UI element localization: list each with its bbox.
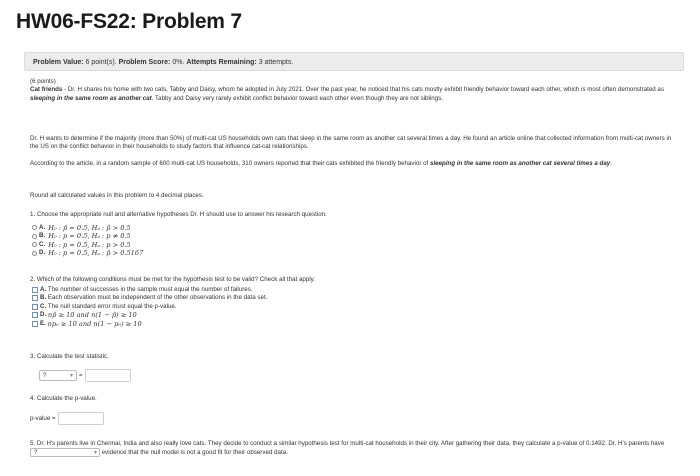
equals-sign: = <box>79 372 83 379</box>
q2-option-c[interactable] <box>32 303 680 312</box>
option-text: The number of successes in the sample must equal the number of failures. <box>47 285 253 293</box>
problem-paragraph-2: Dr. H wants to determine if the majority (more than 50%) of multi-cat US households own cats that sleep in the same room as another cat several times a day. He found an article online that collected information from multi-cat owners in the US on the conflict behavior in their households to study factors that influence cat-cat relationships. <box>30 135 672 151</box>
option-hypothesis: H₀ : p = 0.5, Hₐ : p̂ > 0.5167 <box>48 249 144 258</box>
intro-title: Cat friends <box>30 86 63 94</box>
checkbox[interactable] <box>32 312 38 318</box>
q4-prompt: 4. Calculate the p-value. <box>30 395 97 402</box>
q1-prompt: 1. Choose the appropriate null and alternative hypotheses Dr. H should use to answer his research question. <box>30 211 327 218</box>
radio-button[interactable] <box>32 225 37 230</box>
page-title: HW06-FS22: Problem 7 <box>16 10 242 33</box>
q5-text <box>30 440 680 458</box>
option-hypothesis: H₀ : p = 0.5, Hₐ : p > 0.5 <box>48 240 131 249</box>
intro-emphasis: sleeping in the same room as another cat <box>30 94 152 102</box>
radio-button[interactable] <box>32 234 37 239</box>
problem-score: 0%. <box>172 59 185 66</box>
option-hypothesis: H₀ : p = 0.5, Hₐ : p ≠ 0.5 <box>48 232 131 241</box>
q2-prompt: 2. Which of the following conditions must be met for the hypothesis test to be valid? Check all that apply. <box>30 276 316 283</box>
radio-button[interactable] <box>32 251 37 256</box>
option-letter: A. <box>39 223 46 231</box>
option-letter: A. <box>40 285 47 293</box>
test-statistic-input[interactable] <box>85 369 131 382</box>
option-letter: C. <box>39 240 46 248</box>
q1-option-a[interactable] <box>32 223 680 232</box>
q2-option-a[interactable] <box>32 285 680 294</box>
points-label: (6 points) <box>30 78 56 85</box>
problem-intro <box>30 86 680 103</box>
option-letter: B. <box>39 232 46 240</box>
q3-prompt: 3. Calculate the test statistic. <box>30 353 109 360</box>
option-letter: D. <box>40 311 47 319</box>
option-text: Each observation must be independent of the other observations in the data set. <box>47 294 268 302</box>
problem-value: 6 point(s). <box>85 59 117 66</box>
q2-option-b[interactable] <box>32 294 680 303</box>
q1-option-b[interactable] <box>32 232 680 241</box>
question-2 <box>30 276 680 328</box>
question-4 <box>30 395 680 425</box>
p-value-label: p-value = <box>30 414 56 422</box>
option-condition: np₀ ≥ 10 and n(1 − p₀) ≥ 10 <box>47 319 142 328</box>
p-value-input[interactable] <box>58 412 104 425</box>
q2-option-e[interactable] <box>32 320 680 329</box>
option-letter: E. <box>40 319 46 327</box>
q5-text-start: 5. Dr. H's parents live in Chennai, India and also really love cats. They decide to conduct a similar hypothesis test for multi-cat households in their city. After gathering their data, they calculate a p-value of 0.1492. Dr. H's parents have <box>30 440 665 447</box>
problem-value-label: Problem Value: <box>33 59 84 66</box>
intro-text: - Dr. H shares his home with two cats, Tabby and Daisy, whom he adopted in July 2021. Over the past year, he noticed that his cats mostly exhibit friendly behavior toward each other, which is most often demonstrated as <box>62 86 664 94</box>
evidence-strength-select[interactable] <box>30 448 100 457</box>
select-value: ? <box>34 450 38 457</box>
option-hypothesis: H₀ : p̂ = 0.5, Hₐ : p̂ > 0.5 <box>48 223 131 232</box>
problem-info-bar <box>24 52 684 71</box>
checkbox[interactable] <box>32 295 38 301</box>
attempts-remaining: 3 attempts. <box>258 59 294 66</box>
checkbox[interactable] <box>32 287 38 293</box>
q1-option-d[interactable] <box>32 249 680 258</box>
question-1 <box>30 211 680 258</box>
chevron-down-icon: ▾ <box>93 450 97 457</box>
q1-option-c[interactable] <box>32 241 680 250</box>
para3-end: . <box>610 160 612 167</box>
option-text: The null standard error must equal the p-value. <box>47 302 177 310</box>
option-condition: np̂ ≥ 10 and n(1 − p̂) ≥ 10 <box>47 311 137 320</box>
radio-button[interactable] <box>32 242 37 247</box>
question-3 <box>30 353 680 382</box>
question-5 <box>30 440 680 458</box>
test-statistic-select[interactable] <box>39 370 77 381</box>
q5-text-end: evidence that the null model is not a good fit for their observed data. <box>101 449 288 457</box>
problem-paragraph-3 <box>30 160 680 168</box>
option-letter: B. <box>40 294 47 302</box>
para3-emphasis: sleeping in the same room as another cat several times a day <box>430 160 611 167</box>
checkbox[interactable] <box>32 304 38 310</box>
attempts-label: Attempts Remaining: <box>186 59 257 66</box>
q2-option-d[interactable] <box>32 311 680 320</box>
checkbox[interactable] <box>32 321 38 327</box>
problem-score-label: Problem Score: <box>118 59 171 66</box>
para3-text: According to the article, in a random sample of 600 multi-cat US households, 310 owners reported that their cats exhibited the friendly behavior of <box>30 160 431 167</box>
chevron-down-icon: ▾ <box>69 373 73 380</box>
select-value: ? <box>43 373 47 380</box>
intro-text-end: . Tabby and Daisy very rarely exhibit conflict behavior toward each other even though they are not siblings. <box>151 94 443 102</box>
option-letter: C. <box>40 302 47 310</box>
rounding-note: Round all calculated values in this problem to 4 decimal places. <box>30 192 204 199</box>
option-letter: D. <box>39 249 46 257</box>
